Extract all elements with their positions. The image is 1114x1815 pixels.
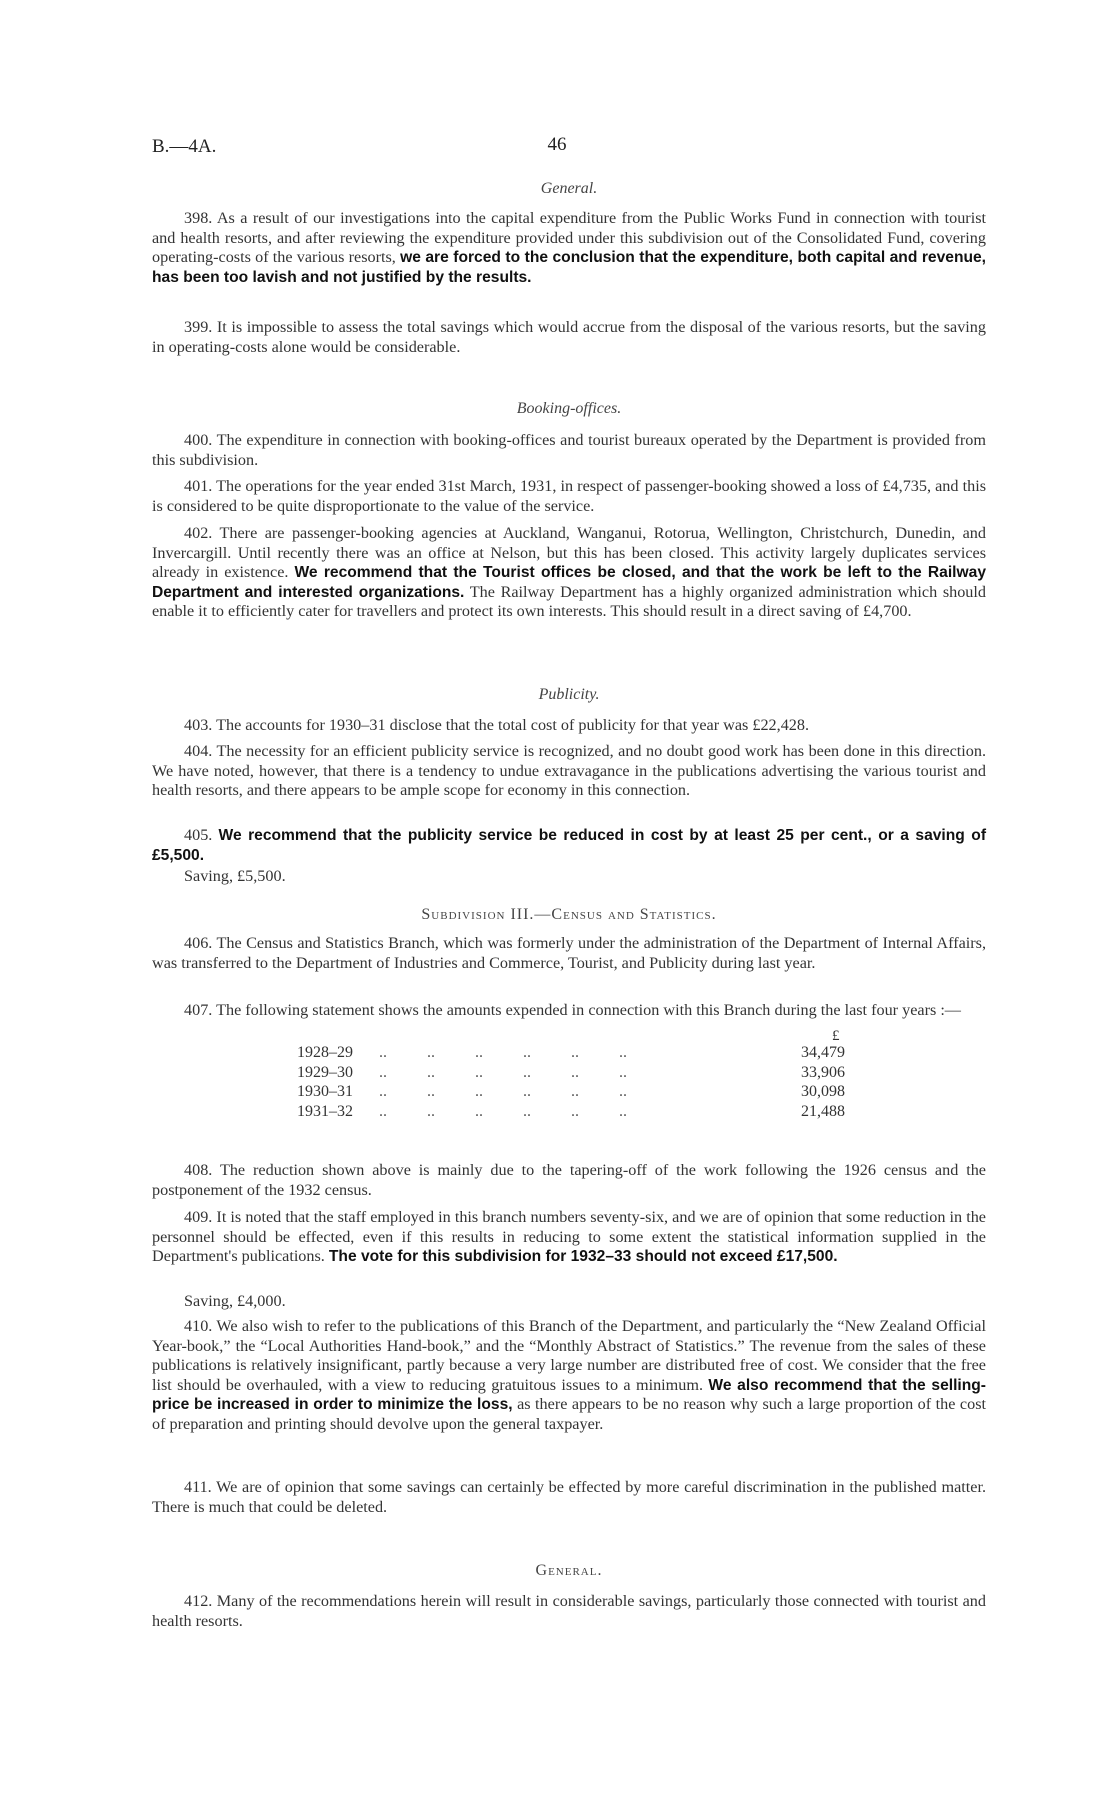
- saving-publicity: Saving, £5,500.: [184, 867, 286, 885]
- recommendation-402: We recommend that the Tourist offices be closed, and that the work be left to the Railway Department and interested organizations.: [152, 564, 986, 601]
- paragraph-404: 404. The necessity for an efficient publicity service is recognized, and no doubt good work has been done in this direction. We have noted, however, that there is a tendency to undue extravagance in the publications advertising the various tourist and health resorts, and there appears to be ample scope for economy in this connection.: [152, 742, 986, 800]
- table-row: [297, 1103, 845, 1123]
- paragraph-412: 412. Many of the recommendations herein will result in considerable savings, particularly those connected with tourist and health resorts.: [152, 1592, 986, 1630]
- recommendation-410: We also recommend that the selling-price be increased in order to minimize the loss,: [152, 1376, 986, 1414]
- year-cell: 1930–31: [297, 1083, 353, 1100]
- paragraph-401: 401. The operations for the year ended 31st March, 1931, in respect of passenger-booking showed a loss of £4,735, and this is considered to be quite disproportionate to the value of the service.: [152, 477, 986, 515]
- section-heading-general-final: General.: [535, 1562, 603, 1579]
- table-row: [297, 1044, 845, 1064]
- expenditure-table: [297, 1044, 845, 1122]
- paragraph-411: 411. We are of opinion that some savings can certainly be effected by more careful discrimination in the published matter. There is much that could be deleted.: [152, 1478, 986, 1516]
- year-cell: 1931–32: [297, 1102, 353, 1120]
- page-number: 46: [547, 134, 567, 155]
- leader-dots: .. .. .. .. .. ..: [379, 1044, 627, 1061]
- paragraph-405: 405. We recommend that the publicity service be reduced in cost by at least 25 per cent., or a saving of £5,500.: [152, 826, 987, 864]
- leader-dots: .. .. .. .. .. ..: [379, 1083, 627, 1100]
- section-heading-census-statistics: Subdivision III.—Census and Statistics.: [421, 906, 717, 923]
- section-heading-general: General.: [540, 180, 598, 197]
- paragraph-409: 409. It is noted that the staff employed in this branch numbers seventy-six, and we are of opinion that some reduction in the personnel should be effected, even if this results in reducing to some extent the statistical information supplied in the Department's publications. The vote for this subdivision for 1932–33 should not exceed £17,500.: [152, 1208, 986, 1266]
- paragraph-398: 398. As a result of our investigations into the capital expenditure from the Public Works Fund in connection with tourist and health resorts, and after reviewing the expenditure provided under this subdivision out of the Consolidated Fund, covering operating-costs of the various resorts, we are forced to the conclusion that the expenditure, both capital and revenue, has been too lavish and not justified by the results.: [152, 209, 986, 286]
- recommendation-398: we are forced to the conclusion that the expenditure, both capital and revenue, has been too lavish and not justified by the results.: [152, 249, 986, 286]
- currency-header: £: [832, 1028, 840, 1044]
- section-heading-publicity: Publicity.: [538, 686, 600, 703]
- table-row: [297, 1064, 845, 1084]
- paragraph-410: 410. We also wish to refer to the publications of this Branch of the Department, and particularly the “New Zealand Official Year-book,” the “Local Authorities Hand-book,” and the “Monthly Abstract of Statistics.” The revenue from the sales of these publications is relatively insignificant, partly because a very large number are distributed free of cost. We consider that the free list should be overhauled, with a view to reducing gratuitous issues to a minimum. We also recommend that the selling-price be increased in order to minimize the loss, as there appears to be no reason why such a large proportion of the cost of preparation and printing should devolve upon the general taxpayer.: [152, 1317, 987, 1433]
- recommendation-405: We recommend that the publicity service be reduced in cost by at least 25 per cent., or a saving of £5,500.: [152, 827, 987, 864]
- saving-census: Saving, £4,000.: [184, 1292, 286, 1310]
- year-cell: 1928–29: [297, 1044, 353, 1061]
- paragraph-399: 399. It is impossible to assess the total savings which would accrue from the disposal of the various resorts, but the saving in operating-costs alone would be considerable.: [152, 318, 986, 356]
- paragraph-406: 406. The Census and Statistics Branch, which was formerly under the administration of the Department of Internal Affairs, was transferred to the Department of Industries and Commerce, Tourist, and Publicity during last year.: [152, 934, 986, 972]
- amount-cell: 34,479: [801, 1044, 845, 1061]
- year-cell: 1929–30: [297, 1063, 353, 1081]
- leader-dots: .. .. .. .. .. ..: [379, 1102, 627, 1120]
- amount-cell: 30,098: [801, 1083, 845, 1100]
- amount-cell: 21,488: [801, 1102, 845, 1120]
- amount-cell: 33,906: [801, 1063, 845, 1081]
- paragraph-400: 400. The expenditure in connection with booking-offices and tourist bureaux operated by the Department is provided from this subdivision.: [152, 431, 986, 469]
- paragraph-403: 403. The accounts for 1930–31 disclose that the total cost of publicity for that year was £22,428.: [184, 716, 810, 734]
- recommendation-409: The vote for this subdivision for 1932–33 should not exceed £17,500.: [328, 1248, 838, 1266]
- table-row: [297, 1083, 845, 1103]
- document-reference: B.—4A.: [152, 136, 217, 157]
- leader-dots: .. .. .. .. .. ..: [379, 1063, 627, 1081]
- paragraph-407: 407. The following statement shows the amounts expended in connection with this Branch during the last four years :—: [184, 1001, 961, 1019]
- paragraph-402: 402. There are passenger-booking agencies at Auckland, Wanganui, Rotorua, Wellington, Christchurch, Dunedin, and Invercargill. Until recently there was an office at Nelson, but this has been closed. This activity largely duplicates services already in existence. We recommend that the Tourist offices be closed, and that the work be left to the Railway Department and interested organizations. The Railway Department has a highly organized administration which should enable it to efficiently cater for travellers and protect its own interests. This should result in a direct saving of £4,700.: [152, 524, 986, 621]
- section-heading-booking-offices: Booking-offices.: [516, 400, 622, 417]
- paragraph-408: 408. The reduction shown above is mainly due to the tapering-off of the work following the 1926 census and the postponement of the 1932 census.: [152, 1161, 986, 1199]
